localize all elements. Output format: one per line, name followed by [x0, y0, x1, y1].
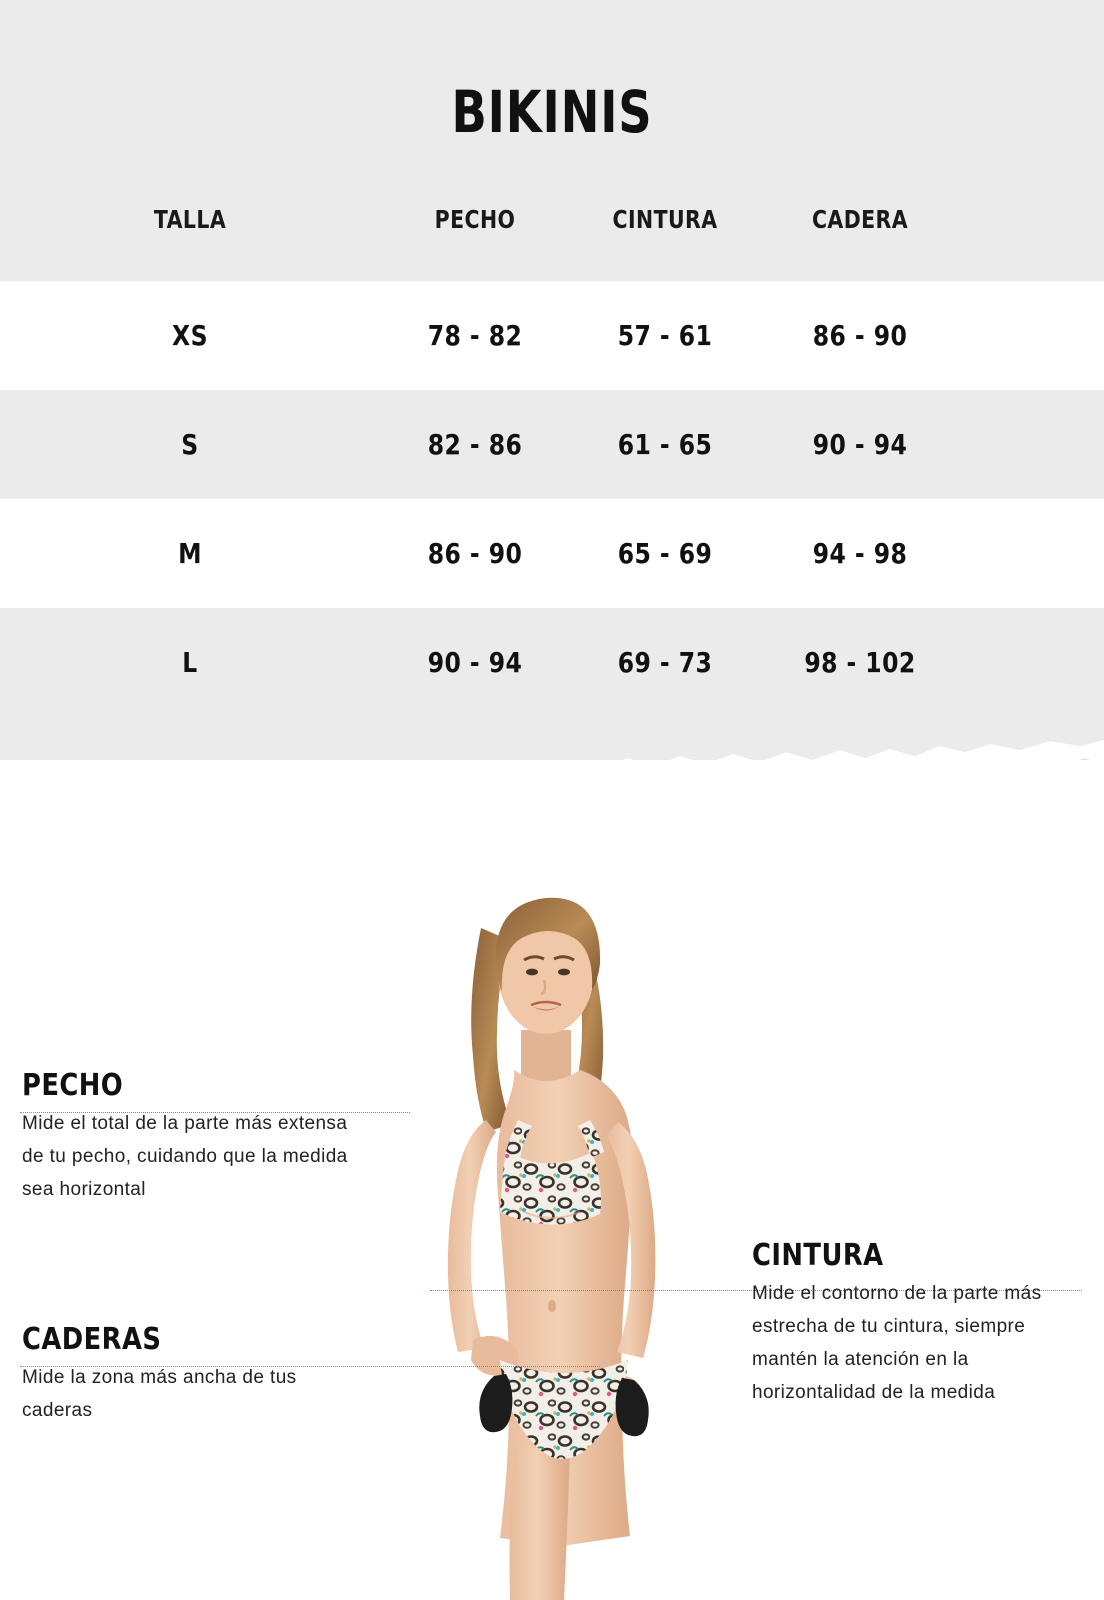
table-header-row — [0, 205, 1104, 255]
cell-pecho: 86 - 90 — [427, 537, 523, 570]
size-chart-section — [0, 0, 1104, 760]
cell-pecho: 90 - 94 — [427, 646, 523, 679]
page-title: BIKINIS — [451, 78, 653, 146]
table-row — [0, 390, 1104, 499]
column-header-cintura: CINTURA — [612, 205, 718, 234]
cell-cadera: 94 - 98 — [812, 537, 908, 570]
cell-pecho: 82 - 86 — [427, 428, 523, 461]
cell-cintura: 65 - 69 — [617, 537, 713, 570]
column-header-pecho: PECHO — [434, 205, 516, 234]
model-photo — [318, 820, 778, 1600]
annotation-cintura-body: Mide el contorno de la parte más estrecha de tu cintura, siempre mantén la atención en la horizontalidad de la medida — [752, 1283, 1042, 1403]
annotation-pecho — [22, 1068, 362, 1206]
cell-talla: XS — [172, 319, 208, 352]
cell-talla: S — [181, 428, 199, 461]
column-header-talla: TALLA — [153, 205, 227, 234]
cell-cadera: 86 - 90 — [812, 319, 908, 352]
cell-pecho: 78 - 82 — [427, 319, 523, 352]
cell-talla: M — [178, 537, 202, 570]
measurement-guide-section — [0, 800, 1104, 1600]
cell-cintura: 57 - 61 — [617, 319, 713, 352]
cell-cintura: 69 - 73 — [617, 646, 713, 679]
cell-cadera: 90 - 94 — [812, 428, 908, 461]
cell-cintura: 61 - 65 — [617, 428, 713, 461]
cell-cadera: 98 - 102 — [804, 646, 916, 679]
column-header-cadera: CADERA — [811, 205, 909, 234]
table-row — [0, 281, 1104, 390]
annotation-pecho-body: Mide el total de la parte más extensa de tu pecho, cuidando que la medida sea horizontal — [22, 1113, 348, 1200]
annotation-caderas-body: Mide la zona más ancha de tus caderas — [22, 1367, 297, 1421]
annotation-caderas-title: CADERAS — [22, 1322, 162, 1357]
cell-talla: L — [182, 646, 198, 679]
annotation-caderas — [22, 1322, 322, 1427]
table-row — [0, 608, 1104, 717]
table-row — [0, 499, 1104, 608]
annotation-cintura-title: CINTURA — [752, 1238, 884, 1273]
annotation-pecho-title: PECHO — [22, 1068, 124, 1103]
annotation-cintura — [752, 1238, 1082, 1409]
